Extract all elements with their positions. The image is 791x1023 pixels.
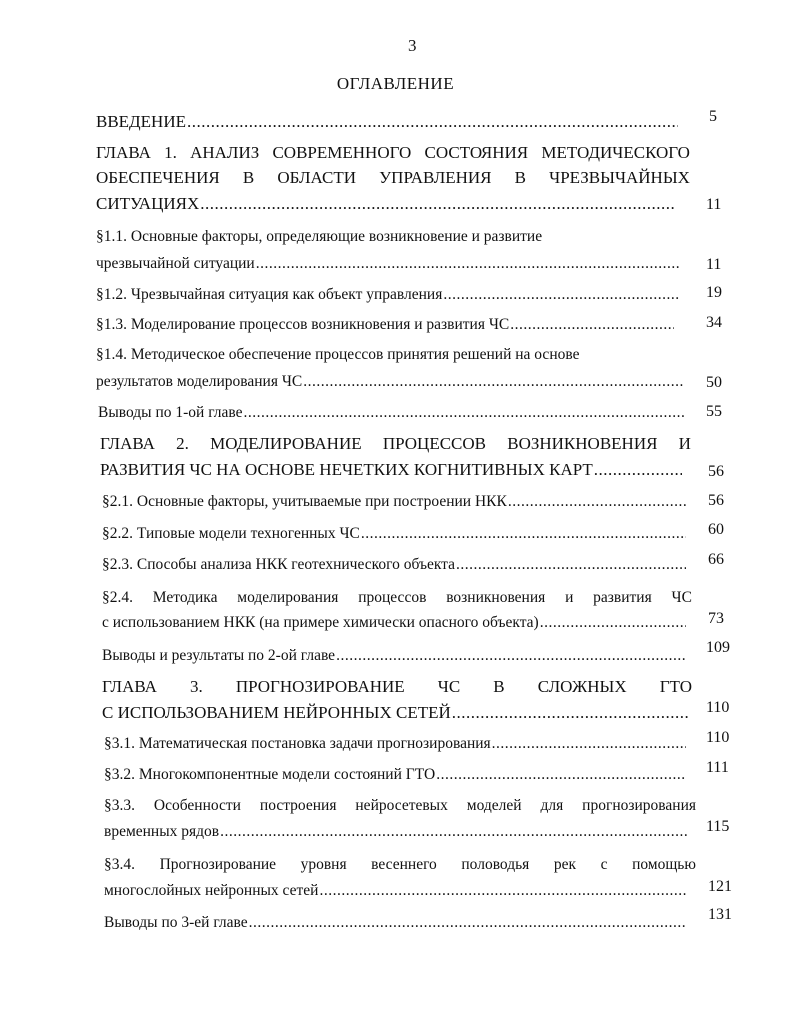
- dot-leader: [452, 703, 688, 723]
- toc-section-3-4-line1[interactable]: §3.4. Прогнозирование уровня весеннего половодья рек с помощью: [104, 856, 696, 873]
- toc-page-c3: 131: [708, 906, 732, 923]
- toc-section-2-3[interactable]: §2.3. Способы анализа НКК геотехнического объекта .....: [102, 556, 686, 574]
- toc-chapter1-line3[interactable]: СИТУАЦИЯХ .....: [96, 194, 676, 214]
- toc-entry-intro[interactable]: ВВЕДЕНИЕ .....: [96, 112, 678, 132]
- toc-chapter3-line2[interactable]: С ИСПОЛЬЗОВАНИЕМ НЕЙРОННЫХ СЕТЕЙ .....: [102, 703, 688, 723]
- toc-page-ch1: 11: [706, 196, 722, 213]
- dot-leader: [443, 286, 679, 304]
- dot-leader: [510, 316, 674, 334]
- toc-page-1-1: 11: [706, 256, 722, 273]
- toc-section-2-4-line1[interactable]: §2.4. Методика моделирования процессов возникновения и развития ЧС: [102, 589, 692, 606]
- toc-page-2-2: 60: [708, 521, 724, 538]
- dot-leader: [508, 493, 686, 511]
- toc-section-1-1-line1[interactable]: §1.1. Основные факторы, определяющие возникновение и развитие: [96, 228, 543, 245]
- toc-conclusion-1[interactable]: Выводы по 1-ой главе .....: [98, 404, 686, 422]
- toc-section-2-1[interactable]: §2.1. Основные факторы, учитываемые при построении НКК .....: [102, 493, 686, 511]
- toc-page-1-2: 19: [706, 284, 722, 301]
- toc-page-2-1: 56: [708, 492, 724, 509]
- dot-leader: [361, 525, 686, 543]
- dot-leader: [256, 255, 679, 273]
- page-number: 3: [408, 36, 417, 55]
- dot-leader: [436, 766, 686, 784]
- toc-section-3-1[interactable]: §3.1. Математическая постановка задачи прогнозирования .....: [104, 735, 686, 753]
- toc-page-ch2: 56: [708, 463, 724, 480]
- toc-section-1-4-line1[interactable]: §1.4. Методическое обеспечение процессов принятия решений на основе: [96, 346, 580, 363]
- toc-page-1-4: 50: [706, 374, 722, 391]
- toc-page-1-3: 34: [706, 314, 722, 331]
- toc-section-1-1-line2[interactable]: чрезвычайной ситуации .....: [96, 255, 679, 273]
- toc-page-3-3: 115: [706, 818, 730, 835]
- toc-section-2-4-line2[interactable]: с использованием НКК (на примере химически опасного объекта) .....: [102, 614, 686, 632]
- toc-page-intro: 5: [709, 108, 717, 125]
- dot-leader: [492, 735, 686, 753]
- toc-chapter3-line1[interactable]: ГЛАВА 3. ПРОГНОЗИРОВАНИЕ ЧС В СЛОЖНЫХ ГТО: [102, 677, 692, 696]
- toc-conclusion-3[interactable]: Выводы по 3-ей главе .....: [104, 914, 686, 932]
- toc-page-2-4: 73: [708, 610, 724, 627]
- toc-section-1-2[interactable]: §1.2. Чрезвычайная ситуация как объект управления .....: [96, 286, 679, 304]
- toc-page-3-4: 121: [708, 878, 732, 895]
- dot-leader: [187, 112, 678, 132]
- toc-title: ОГЛАВЛЕНИЕ: [336, 74, 455, 93]
- toc-conclusion-2[interactable]: Выводы и результаты по 2-ой главе .....: [102, 647, 686, 665]
- toc-section-3-3-line2[interactable]: временных рядов .....: [104, 823, 688, 841]
- toc-section-2-2[interactable]: §2.2. Типовые модели техногенных ЧС .....: [102, 525, 686, 543]
- dot-leader: [303, 373, 684, 391]
- toc-chapter1-line1[interactable]: ГЛАВА 1. АНАЛИЗ СОВРЕМЕННОГО СОСТОЯНИЯ МЕТОДИЧЕСКОГО: [96, 143, 690, 162]
- dot-leader: [336, 647, 686, 665]
- toc-page-ch3: 110: [706, 699, 730, 716]
- dot-leader: [249, 914, 686, 932]
- toc-page-3-1: 110: [706, 729, 730, 746]
- dot-leader: [540, 614, 686, 632]
- toc-section-3-4-line2[interactable]: многослойных нейронных сетей .....: [104, 882, 688, 900]
- toc-page-2-3: 66: [708, 551, 724, 568]
- toc-page-c1: 55: [706, 403, 722, 420]
- toc-page-c2: 109: [706, 639, 730, 656]
- toc-chapter2-line2[interactable]: РАЗВИТИЯ ЧС НА ОСНОВЕ НЕЧЕТКИХ КОГНИТИВНЫХ КАРТ .....: [100, 460, 682, 480]
- toc-section-3-2[interactable]: §3.2. Многокомпонентные модели состояний ГТО .....: [104, 766, 686, 784]
- toc-page-3-2: 111: [706, 759, 729, 776]
- dot-leader: [244, 404, 687, 422]
- toc-section-1-4-line2[interactable]: результатов моделирования ЧС .....: [96, 373, 684, 391]
- dot-leader: [456, 556, 686, 574]
- dot-leader: [200, 194, 676, 214]
- toc-chapter2-line1[interactable]: ГЛАВА 2. МОДЕЛИРОВАНИЕ ПРОЦЕССОВ ВОЗНИКНОВЕНИЯ И: [100, 434, 691, 453]
- toc-section-1-3[interactable]: §1.3. Моделирование процессов возникновения и развития ЧС .....: [96, 316, 674, 334]
- toc-section-3-3-line1[interactable]: §3.3. Особенности построения нейросетевых моделей для прогнозирования: [104, 797, 696, 814]
- dot-leader: [594, 460, 682, 480]
- dot-leader: [220, 823, 688, 841]
- dot-leader: [319, 882, 688, 900]
- toc-chapter1-line2[interactable]: ОБЕСПЕЧЕНИЯ В ОБЛАСТИ УПРАВЛЕНИЯ В ЧРЕЗВЫЧАЙНЫХ: [96, 168, 690, 187]
